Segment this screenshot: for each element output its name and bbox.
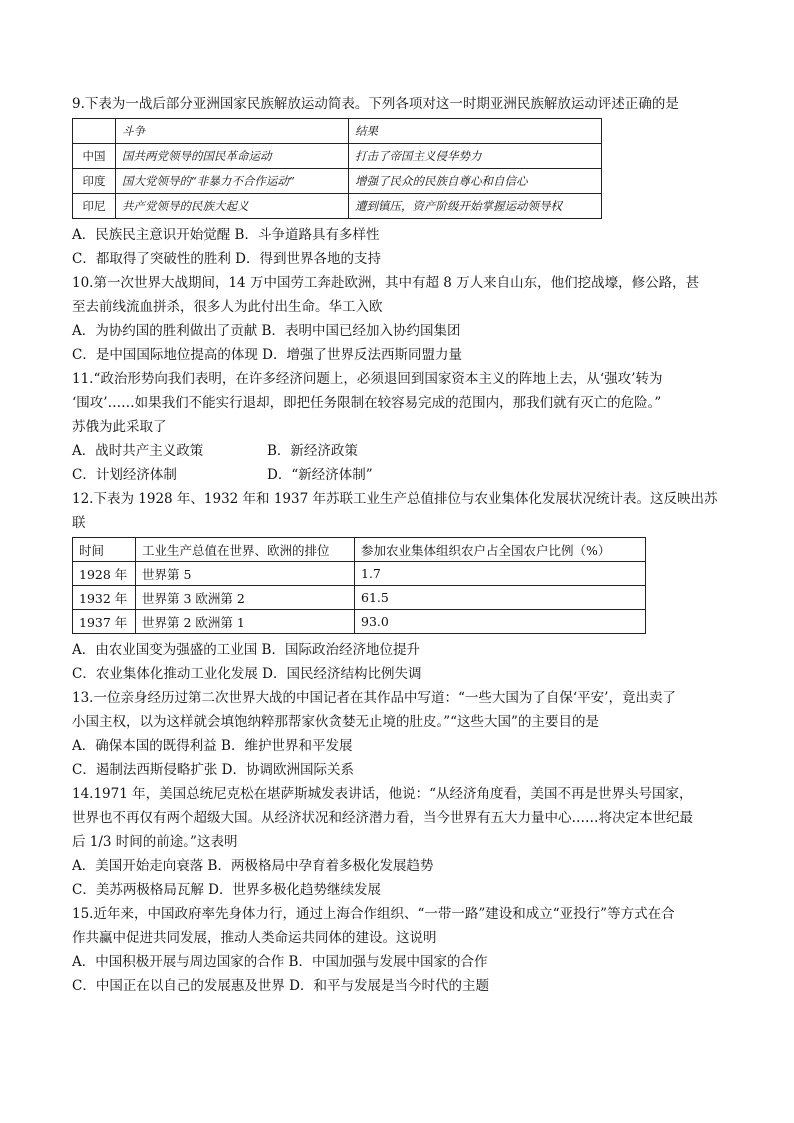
option-a: A．战时共产主义政策 [72,443,204,459]
table-row [73,194,602,219]
question-15 [72,902,720,998]
question-12-table [72,537,646,634]
question-11 [72,367,720,487]
question-9-stem: 9.下表为一战后部分亚洲国家民族解放运动简表。下列各项对这一时期亚洲民族解放运动评述正确的是 [72,96,679,112]
question-10-stem-line-1: 10.第一次世界大战期间，14 万中国劳工奔赴欧洲，其中有超 8 万人来自山东，他们挖战壕，修公路，甚 [72,275,700,291]
question-11-stem-line-2: ‘围攻’……如果我们不能实行退却，即把任务限制在较容易完成的范围内，那我们就有灭亡的危险。” [72,395,662,411]
question-12-options-cd: C．农业集体化推动工业化发展 D．国民经济结构比例失调 [72,666,422,682]
option-b: B．新经济政策 [267,443,358,459]
question-9 [72,92,720,271]
question-12-options-ab: A．由农业国变为强盛的工业国 B．国际政治经济地位提升 [72,642,420,658]
table-cell: 共产党领导的民族大起义 [116,194,349,219]
question-10-stem-line-2: 至去前线流血拼杀，很多人为此付出生命。华工入欧 [72,299,383,315]
question-14 [72,782,720,902]
question-13-stem-line-2: 小国主权，以为这样就会填饱纳粹那帮家伙贪婪无止境的肚皮。”“这些大国”的主要目的是 [72,714,599,730]
table-cell: 增强了民众的民族自尊心和自信心 [349,169,602,194]
question-15-options-ab: A．中国积极开展与周边国家的合作 B．中国加强与发展中国家的合作 [72,954,488,970]
question-10-options-cd: C．是中国国际地位提高的体现 D．增强了世界反法西斯同盟力量 [72,347,462,363]
table-row [73,144,602,169]
question-9-options-ab: A．民族民主意识开始觉醒 B．斗争道路具有多样性 [72,227,380,243]
question-13 [72,686,720,782]
table-cell: 时间 [73,538,136,562]
question-10 [72,271,720,367]
table-cell: 工业生产总值在世界、欧洲的排位 [136,538,355,562]
table-row [73,610,646,634]
question-15-stem-line-1: 15.近年来，中国政府率先身体力行，通过上海合作组织、“一带一路”建设和成立“亚投行”等方式在合 [72,906,675,922]
question-11-stem-line-1: 11.“政治形势向我们表明，在许多经济问题上，必须退回到国家资本主义的阵地上去，从‘强攻’转为 [72,371,663,387]
option-d: D．“新经济体制” [267,467,373,483]
question-14-stem-line-3: 后 1/3 时间的前途。”这表明 [72,834,238,850]
question-12 [72,487,720,686]
table-cell: 61.5 [355,586,646,610]
question-13-options-cd: C．遏制法西斯侵略扩张 D．协调欧洲国际关系 [72,762,354,778]
question-14-stem-line-2: 世界也不再仅有两个超级大国。从经济状况和经济潜力看，当今世界有五大力量中心……将决定本世纪最 [72,810,693,826]
table-cell: 世界第 2 欧洲第 1 [136,610,355,634]
table-cell: 结果 [349,119,602,144]
table-cell: 印度 [73,169,116,194]
table-cell: 斗争 [116,119,349,144]
table-cell: 中国 [73,144,116,169]
table-row [73,562,646,586]
question-14-stem-line-1: 14.1971 年，美国总统尼克松在堪萨斯城发表讲话，他说：“从经济角度看，美国不再是世界头号国家， [72,786,693,802]
question-11-stem-line-3: 苏俄为此采取了 [72,419,167,435]
table-cell: 93.0 [355,610,646,634]
question-15-stem-line-2: 作共赢中促进共同发展，推动人类命运共同体的建设。这说明 [72,930,437,946]
question-14-options-ab: A．美国开始走向衰落 B．两极格局中孕育着多极化发展趋势 [72,858,434,874]
question-11-options-ab [72,439,720,463]
table-cell: 打击了帝国主义侵华势力 [349,144,602,169]
table-header-row [73,119,602,144]
table-cell: 1928 年 [73,562,136,586]
question-10-options-ab: A．为协约国的胜利做出了贡献 B．表明中国已经加入协约国集团 [72,323,461,339]
table-cell: 参加农业集体组织农户占全国农户比例（%） [355,538,646,562]
question-13-options-ab: A．确保本国的既得利益 B．维护世界和平发展 [72,738,353,754]
table-cell: 1937 年 [73,610,136,634]
table-cell: 1932 年 [73,586,136,610]
question-12-stem-line-2: 联 [72,515,86,531]
table-cell: 世界第 5 [136,562,355,586]
question-11-options-cd [72,463,720,487]
question-14-options-cd: C．美苏两极格局瓦解 D．世界多极化趋势继续发展 [72,882,381,898]
table-cell: 印尼 [73,194,116,219]
table-cell: 1.7 [355,562,646,586]
exam-page [72,92,720,998]
question-9-table [72,118,602,219]
table-header-row [73,538,646,562]
table-cell: 世界第 3 欧洲第 2 [136,586,355,610]
question-15-options-cd: C．中国正在以自己的发展惠及世界 D．和平与发展是当今时代的主题 [72,978,489,994]
table-cell [73,119,116,144]
question-13-stem-line-1: 13.一位亲身经历过第二次世界大战的中国记者在其作品中写道：“一些大国为了自保‘平安’，竟出卖了 [72,690,676,706]
table-row [73,169,602,194]
table-row [73,586,646,610]
table-cell: 国共两党领导的国民革命运动 [116,144,349,169]
question-12-stem-line-1: 12.下表为 1928 年、1932 年和 1937 年苏联工业生产总值排位与农业集体化发展状况统计表。这反映出苏 [72,491,718,507]
option-c: C．计划经济体制 [72,467,177,483]
question-9-options-cd: C．都取得了突破性的胜利 D．得到世界各地的支持 [72,251,381,267]
table-cell: 国大党领导的“非暴力不合作运动” [116,169,349,194]
table-cell: 遭到镇压，资产阶级开始掌握运动领导权 [349,194,602,219]
